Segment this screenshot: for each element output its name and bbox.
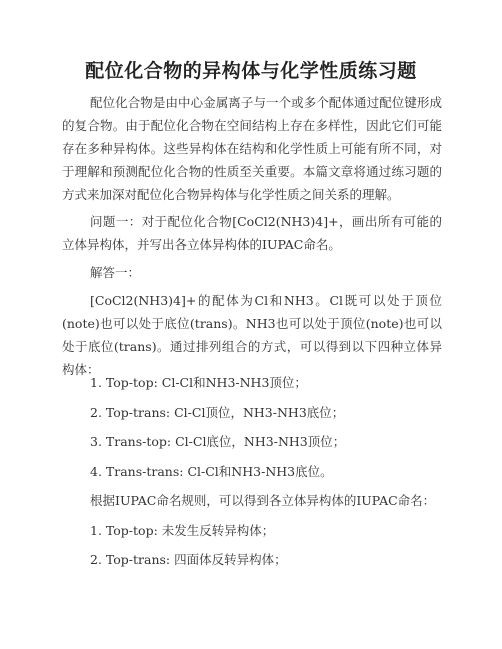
name-item-1: 1. Top-top: 未发生反转异构体； — [90, 523, 275, 538]
page-title: 配位化合物的异构体与化学性质练习题 — [85, 60, 417, 82]
answer-paragraph: [CoCl2(NH3)4]+的配体为Cl和NH3。Cl既可以处于顶位(note)也可以处于底位(trans)。NH3也可以处于顶位(note)也可以处于底位(trans)。通过排列组合的方式，可以得到以下四种立体异构体： — [62, 293, 442, 377]
answer-label: 解答一： — [90, 265, 141, 280]
naming-intro: 根据IUPAC命名规则，可以得到各立体异构体的IUPAC命名： — [90, 493, 436, 508]
isomer-item-1: 1. Top-top: Cl-Cl和NH3-NH3顶位； — [90, 375, 307, 390]
isomer-item-3: 3. Trans-top: Cl-Cl底位，NH3-NH3顶位； — [90, 434, 346, 449]
intro-paragraph: 配位化合物是由中心金属离子与一个或多个配体通过配位键形成的复合物。由于配位化合物在空间结构上存在多样性，因此它们可能存在多种异构体。这些异构体在结构和化学性质上可能有所不同，对于理解和预测配位化合物的性质至关重要。本篇文章将通过练习题的方式来加深对配位化合物异构体与化学性质之间关系的理解。 — [62, 95, 442, 202]
question-one: 问题一：对于配位化合物[CoCl2(NH3)4]+，画出所有可能的立体异构体，并写出各立体异构体的IUPAC命名。 — [62, 214, 442, 252]
isomer-item-2: 2. Top-trans: Cl-Cl顶位，NH3-NH3底位； — [90, 405, 345, 420]
name-item-2: 2. Top-trans: 四面体反转异构体； — [90, 552, 287, 567]
isomer-item-4: 4. Trans-trans: Cl-Cl和NH3-NH3底位。 — [90, 464, 333, 479]
